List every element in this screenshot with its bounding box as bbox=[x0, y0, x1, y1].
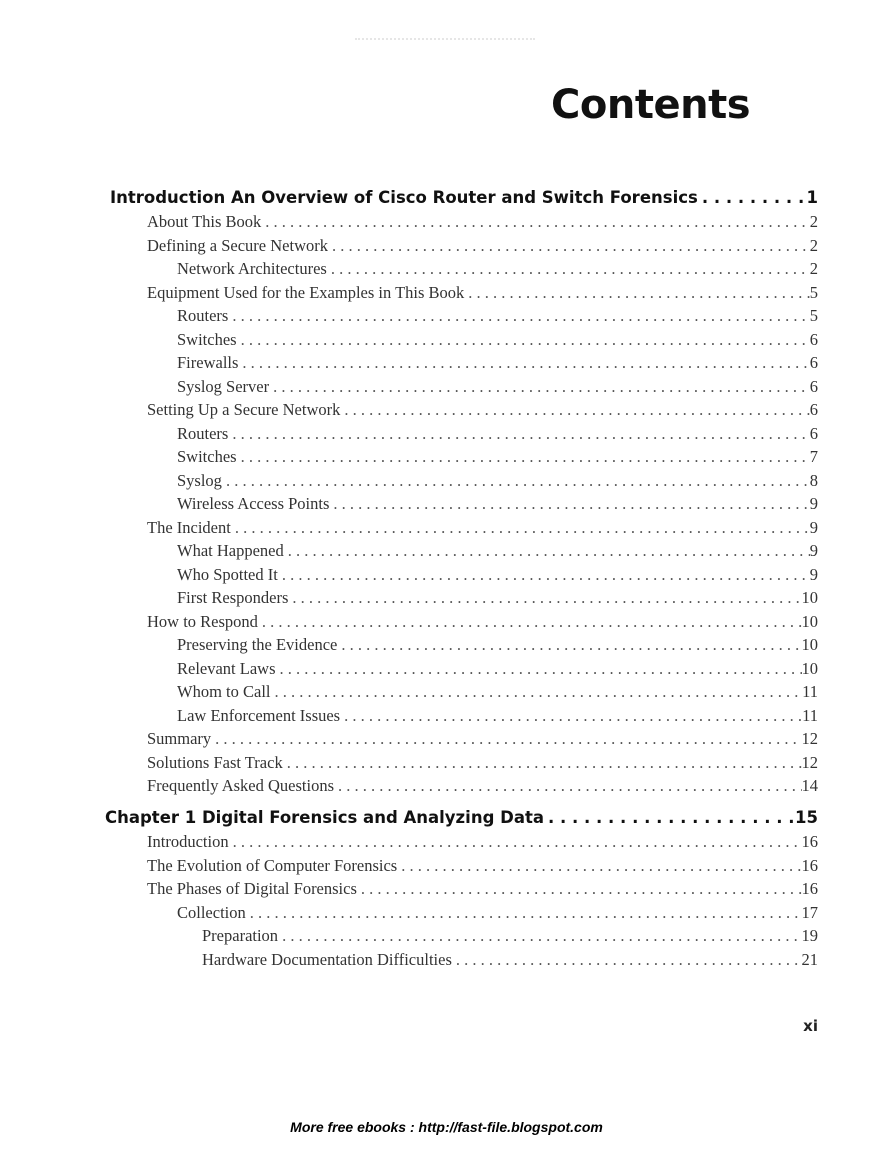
toc-entry bbox=[177, 424, 818, 447]
toc-leader-dots bbox=[278, 926, 801, 946]
toc-entry-page-number: 10 bbox=[801, 612, 818, 631]
toc-entry-title: Solutions Fast Track bbox=[147, 753, 283, 772]
toc-entry bbox=[177, 447, 818, 470]
toc-entry-title: The Evolution of Computer Forensics bbox=[147, 856, 398, 875]
toc-entry-page-number: 2 bbox=[809, 259, 818, 278]
toc-leader-dots bbox=[464, 283, 809, 303]
toc-entry-page-number: 11 bbox=[802, 706, 818, 725]
toc-entry-title: Preparation bbox=[202, 926, 279, 945]
toc-leader-dots bbox=[261, 212, 809, 232]
toc-leader-dots bbox=[258, 612, 802, 632]
toc-entry bbox=[177, 330, 818, 353]
toc-leader-dots bbox=[271, 682, 803, 702]
toc-leader-dots bbox=[284, 541, 810, 561]
toc-entry bbox=[147, 212, 818, 235]
toc-leader-dots bbox=[237, 330, 810, 350]
toc-entry bbox=[147, 832, 818, 855]
toc-entry-title: Syslog Server bbox=[177, 377, 270, 396]
toc-entry-title: First Responders bbox=[177, 588, 289, 607]
toc-entry-title: Network Architectures bbox=[177, 259, 327, 278]
toc-leader-dots bbox=[228, 306, 809, 326]
toc-entry bbox=[147, 283, 818, 306]
toc-entry bbox=[177, 565, 818, 588]
toc-entry-title: Preserving the Evidence bbox=[177, 635, 338, 654]
toc-leader-dots bbox=[229, 832, 802, 852]
toc-entry bbox=[177, 903, 818, 926]
toc-leader-dots bbox=[357, 879, 802, 899]
toc-entry-page-number: 9 bbox=[809, 494, 818, 513]
toc-entry-page-number: 11 bbox=[802, 682, 818, 701]
toc-leader-dots bbox=[329, 494, 809, 514]
toc-leader-dots bbox=[340, 400, 809, 420]
toc-entry-page-number: 2 bbox=[809, 236, 818, 255]
toc-entry-page-number: 21 bbox=[801, 950, 818, 969]
toc-entry-title: Routers bbox=[177, 424, 229, 443]
toc-leader-dots bbox=[276, 659, 802, 679]
toc-entry-page-number: 8 bbox=[809, 471, 818, 490]
page-folio: xi bbox=[803, 1017, 818, 1035]
toc-entry-page-number: 6 bbox=[809, 424, 818, 443]
toc-leader-dots bbox=[238, 353, 809, 373]
page-title: Contents bbox=[551, 82, 750, 128]
toc-entry-page-number: 19 bbox=[801, 926, 818, 945]
toc-leader-dots bbox=[231, 518, 810, 538]
toc-entry-page-number: 15 bbox=[795, 808, 818, 827]
toc-entry bbox=[147, 776, 818, 799]
toc-entry-page-number: 12 bbox=[801, 753, 818, 772]
toc-leader-dots bbox=[278, 565, 810, 585]
toc-entry bbox=[177, 588, 818, 611]
toc-entry-title: Collection bbox=[177, 903, 246, 922]
toc-leader-dots bbox=[237, 447, 810, 467]
footer-note: More free ebooks : http://fast-file.blogspot.com bbox=[290, 1119, 603, 1135]
toc-leader-dots bbox=[211, 729, 801, 749]
toc-entry-title: Relevant Laws bbox=[177, 659, 276, 678]
toc-leader-dots bbox=[698, 188, 807, 207]
toc-leader-dots bbox=[340, 706, 802, 726]
toc-leader-dots bbox=[328, 236, 810, 256]
toc-entry-title: Defining a Secure Network bbox=[147, 236, 328, 255]
toc-entry bbox=[177, 659, 818, 682]
toc-entry bbox=[177, 259, 818, 282]
toc-entry-title: About This Book bbox=[147, 212, 262, 231]
toc-entry-title: Hardware Documentation Difficulties bbox=[202, 950, 452, 969]
toc-entry bbox=[177, 353, 818, 376]
toc-leader-dots bbox=[334, 776, 802, 796]
toc-entry bbox=[177, 471, 818, 494]
toc-entry-title: Chapter 1 Digital Forensics and Analyzing Data bbox=[105, 808, 544, 827]
toc-entry bbox=[147, 612, 818, 635]
toc-entry-page-number: 9 bbox=[809, 541, 818, 560]
toc-entry-title: Wireless Access Points bbox=[177, 494, 330, 513]
toc-entry-page-number: 9 bbox=[809, 518, 818, 537]
toc-leader-dots bbox=[452, 950, 802, 970]
toc-entry-title: Equipment Used for the Examples in This Book bbox=[147, 283, 465, 302]
toc-entry bbox=[147, 518, 818, 541]
toc-entry-page-number: 7 bbox=[809, 447, 818, 466]
toc-leader-dots bbox=[288, 588, 801, 608]
toc-entry-page-number: 16 bbox=[801, 879, 818, 898]
toc-entry bbox=[147, 753, 818, 776]
toc-entry-title: Switches bbox=[177, 447, 237, 466]
toc-leader-dots bbox=[283, 753, 802, 773]
toc-leader-dots bbox=[544, 808, 795, 827]
toc-entry-title: Law Enforcement Issues bbox=[177, 706, 341, 725]
toc-entry-page-number: 10 bbox=[801, 659, 818, 678]
faint-running-header bbox=[355, 38, 535, 46]
toc-entry bbox=[177, 494, 818, 517]
toc-entry bbox=[177, 682, 818, 705]
toc-entry-page-number: 14 bbox=[801, 776, 818, 795]
toc-entry bbox=[147, 729, 818, 752]
toc-entry-page-number: 6 bbox=[809, 353, 818, 372]
toc-leader-dots bbox=[228, 424, 809, 444]
toc-entry-page-number: 2 bbox=[809, 212, 818, 231]
toc-entry-title: How to Respond bbox=[147, 612, 258, 631]
toc-entry-title: Routers bbox=[177, 306, 229, 325]
toc-entry-page-number: 6 bbox=[809, 400, 818, 419]
toc-entry bbox=[177, 541, 818, 564]
toc-entry-title: Setting Up a Secure Network bbox=[147, 400, 341, 419]
toc-entry-page-number: 5 bbox=[809, 306, 818, 325]
toc-entry-page-number: 6 bbox=[809, 377, 818, 396]
toc-entry-title: Firewalls bbox=[177, 353, 239, 372]
toc-leader-dots bbox=[337, 635, 801, 655]
toc-leader-dots bbox=[269, 377, 810, 397]
toc-entry-page-number: 1 bbox=[806, 188, 818, 207]
toc-entry-page-number: 9 bbox=[809, 565, 818, 584]
toc-entry-title: Whom to Call bbox=[177, 682, 271, 701]
toc-entry-title: Frequently Asked Questions bbox=[147, 776, 334, 795]
toc-entry bbox=[147, 879, 818, 902]
toc-entry-page-number: 17 bbox=[801, 903, 818, 922]
toc-entry bbox=[147, 236, 818, 259]
toc-leader-dots bbox=[327, 259, 810, 279]
toc-chapter-entry bbox=[105, 808, 818, 831]
toc-entry-page-number: 12 bbox=[801, 729, 818, 748]
toc-entry-title: What Happened bbox=[177, 541, 284, 560]
toc-leader-dots bbox=[222, 471, 810, 491]
toc-entry-title: Switches bbox=[177, 330, 237, 349]
toc-entry bbox=[177, 377, 818, 400]
toc-entry bbox=[177, 306, 818, 329]
toc-entry-page-number: 16 bbox=[801, 832, 818, 851]
toc-entry bbox=[202, 950, 818, 973]
toc-entry bbox=[202, 926, 818, 949]
toc-chapter-entry bbox=[110, 188, 818, 211]
toc-entry-title: Introduction An Overview of Cisco Router and Switch Forensics bbox=[110, 188, 698, 207]
toc-entry-title: Summary bbox=[147, 729, 212, 748]
toc-entry bbox=[177, 635, 818, 658]
toc-entry-page-number: 10 bbox=[801, 588, 818, 607]
toc-entry-title: Who Spotted It bbox=[177, 565, 278, 584]
toc-leader-dots bbox=[246, 903, 802, 923]
toc-entry-title: The Phases of Digital Forensics bbox=[147, 879, 357, 898]
toc-entry-page-number: 6 bbox=[809, 330, 818, 349]
toc-entry-page-number: 10 bbox=[801, 635, 818, 654]
toc-entry-title: Introduction bbox=[147, 832, 229, 851]
toc-leader-dots bbox=[397, 856, 801, 876]
toc-entry bbox=[147, 856, 818, 879]
toc-entry bbox=[147, 400, 818, 423]
toc-entry-page-number: 5 bbox=[809, 283, 818, 302]
toc-entry-title: The Incident bbox=[147, 518, 231, 537]
toc-entry-title: Syslog bbox=[177, 471, 222, 490]
toc-entry bbox=[177, 706, 818, 729]
toc-entry-page-number: 16 bbox=[801, 856, 818, 875]
